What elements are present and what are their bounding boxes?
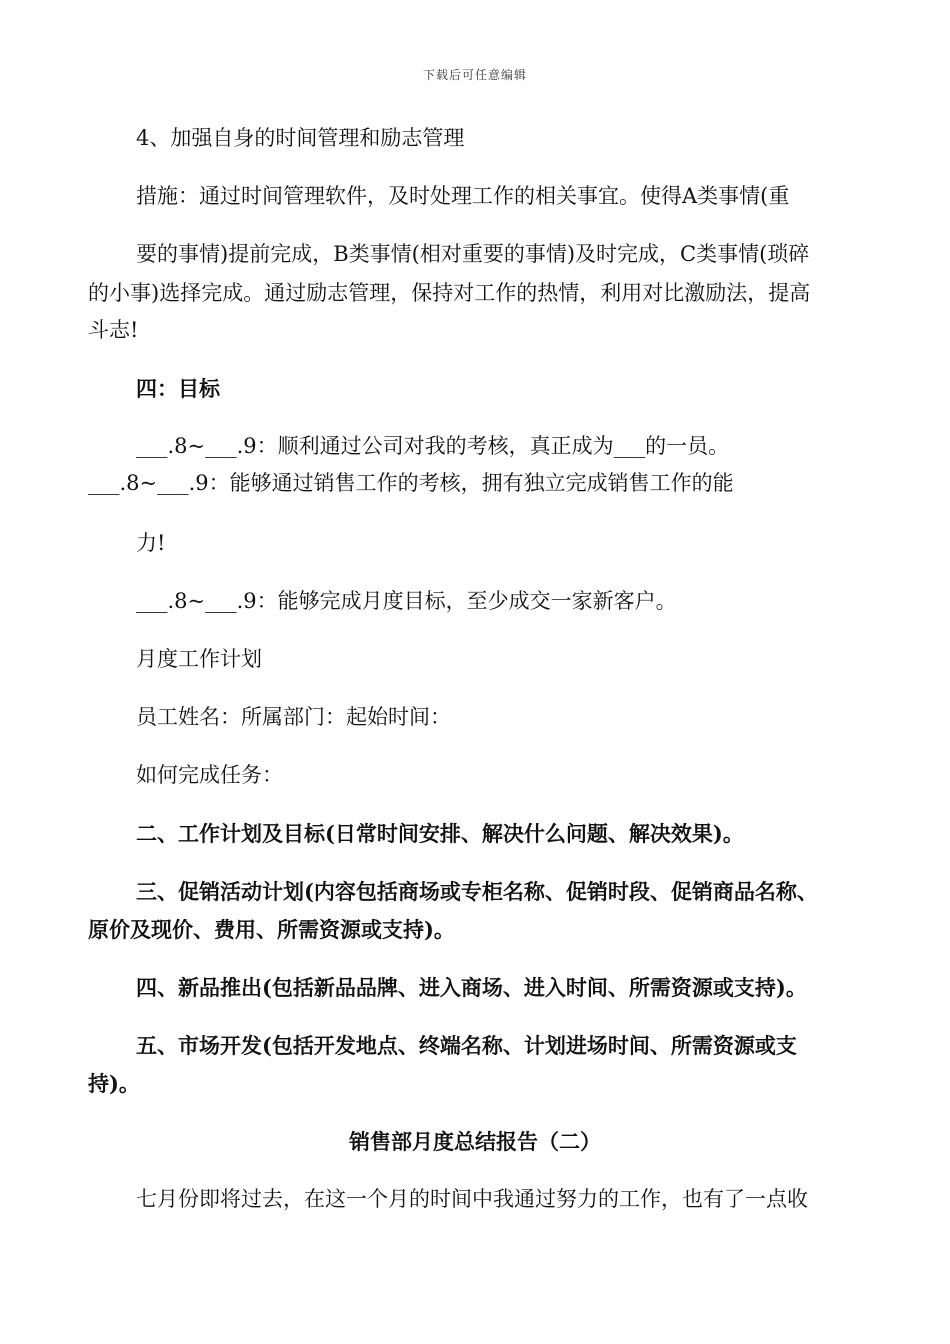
goal-line-1: ___.8~___.9：顺利通过公司对我的考核，真正成为___的一员。 — [136, 434, 730, 458]
monthly-plan-title: 月度工作计划 — [136, 647, 262, 671]
report-title: 销售部月度总结报告（二） — [349, 1129, 601, 1154]
heading-time-management: 4、加强自身的时间管理和励志管理 — [136, 126, 465, 150]
report-paragraph-1: 七月份即将过去，在这一个月的时间中我通过努力的工作，也有了一点收 — [136, 1187, 808, 1211]
plan-item-3-cont: 原价及现价、费用、所需资源或支持)。 — [88, 917, 455, 942]
section-heading-goals: 四：目标 — [136, 376, 220, 401]
measures-line-2: 要的事情)提前完成，B类事情(相对重要的事情)及时完成，C类事情(琐碎 — [136, 242, 810, 266]
plan-item-2: 二、工作计划及目标(日常时间安排、解决什么问题、解决效果)。 — [136, 821, 744, 846]
goal-line-2: ___.8~___.9：能够通过销售工作的考核，拥有独立完成销售工作的能 — [88, 471, 734, 495]
plan-item-3: 三、促销活动计划(内容包括商场或专柜名称、促销时段、促销商品名称、 — [136, 879, 818, 904]
goal-line-3: ___.8~___.9：能够完成月度目标，至少成交一家新客户。 — [136, 589, 677, 613]
plan-item-4: 四、新品推出(包括新品品牌、进入商场、进入时间、所需资源或支持)。 — [136, 975, 807, 1000]
plan-item-5-cont: 持)。 — [88, 1071, 140, 1096]
measures-line-4: 斗志! — [88, 318, 139, 342]
measures-line-3: 的小事)选择完成。通过励志管理，保持对工作的热情，利用对比激励法，提高 — [88, 281, 811, 305]
page-header: 下载后可任意编辑 — [422, 68, 527, 82]
how-to-complete-line: 如何完成任务： — [136, 763, 283, 787]
employee-info-line: 员工姓名：所属部门：起始时间： — [136, 705, 451, 729]
measures-line-1: 措施：通过时间管理软件，及时处理工作的相关事宜。使得A类事情(重 — [136, 184, 790, 208]
plan-item-5: 五、市场开发(包括开发地点、终端名称、计划进场时间、所需资源或支 — [136, 1033, 797, 1058]
goal-line-2-cont: 力! — [136, 531, 166, 555]
